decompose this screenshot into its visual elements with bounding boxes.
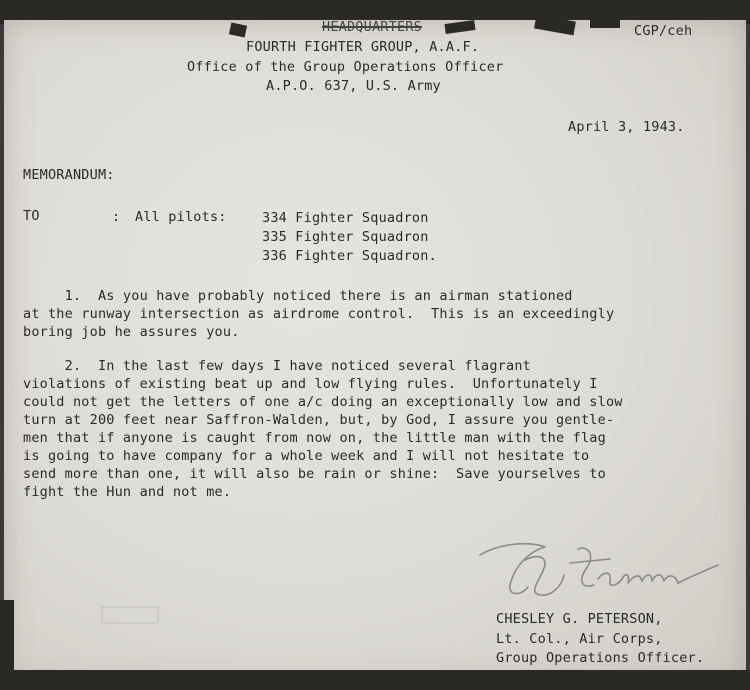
to-colon: : — [112, 209, 121, 225]
paragraph-line: violations of existing beat up and low flying rules. Unfortunately I — [23, 376, 598, 392]
dark-background-bottom — [0, 670, 750, 690]
paragraph-line: is going to have company for a whole week and I will not hesitate to — [23, 448, 590, 464]
letterhead-group: FOURTH FIGHTER GROUP, A.A.F. — [246, 39, 480, 55]
squadron-334: 334 Fighter Squadron — [262, 210, 429, 226]
paragraph-line: boring job he assures you. — [23, 324, 240, 340]
squadron-335: 335 Fighter Squadron — [262, 229, 429, 245]
paper-tear — [590, 16, 620, 28]
letterhead-office: Office of the Group Operations Officer — [187, 59, 504, 75]
signatory-rank: Lt. Col., Air Corps, — [496, 631, 663, 647]
memo-date: April 3, 1943. — [568, 119, 685, 135]
paragraph-line: send more than one, it will also be rain or shine: Save yourselves to — [23, 466, 606, 482]
to-recipients-lead: All pilots: — [135, 209, 227, 225]
memo-label: MEMORANDUM: — [23, 167, 115, 183]
paragraph-line: 2. In the last few days I have noticed several flagrant — [23, 358, 531, 374]
paragraph-line: men that if anyone is caught from now on, the little man with the flag — [23, 430, 606, 446]
squadron-336: 336 Fighter Squadron. — [262, 248, 437, 264]
handwritten-signature — [470, 535, 730, 605]
reference-initials: CGP/ceh — [634, 23, 693, 39]
signatory-title: Group Operations Officer. — [496, 650, 705, 666]
paragraph-line: turn at 200 feet near Saffron-Walden, but, by God, I assure you gentle- — [23, 412, 615, 428]
faint-stamp-mark — [100, 605, 160, 625]
paragraph-line: could not get the letters of one a/c doing an exceptionally low and slow — [23, 394, 623, 410]
signatory-name: CHESLEY G. PETERSON, — [496, 611, 663, 627]
paragraph-line: fight the Hun and not me. — [23, 484, 232, 500]
letterhead-apo: A.P.O. 637, U.S. Army — [266, 78, 441, 94]
letterhead-headquarters: HEADQUARTERS — [322, 19, 422, 35]
faint-mark — [100, 605, 160, 628]
paragraph-line: at the runway intersection as airdrome control. This is an exceedingly — [23, 306, 615, 322]
to-label: TO — [23, 208, 40, 224]
paragraph-line: 1. As you have probably noticed there is an airman stationed — [23, 288, 573, 304]
